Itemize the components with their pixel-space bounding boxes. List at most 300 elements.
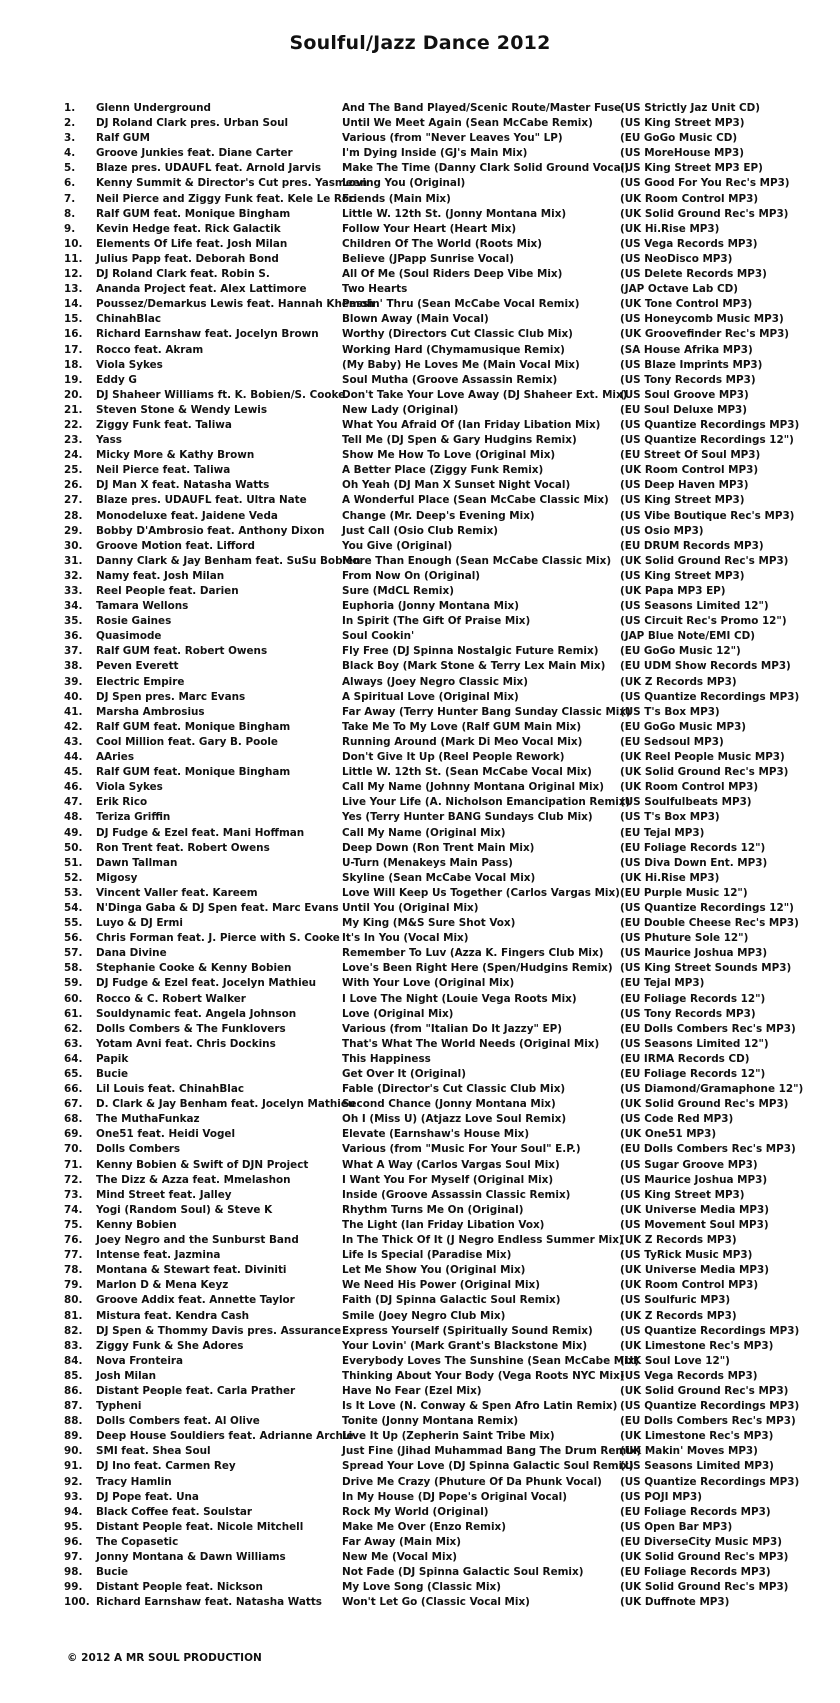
list-item <box>0 463 840 478</box>
artist-name: Reel People feat. Darien <box>96 585 239 597</box>
list-item <box>0 690 840 705</box>
track-title: A Spiritual Love (Original Mix) <box>342 690 519 703</box>
track-title: Make The Time (Danny Clark Solid Ground Vocal) <box>342 162 629 175</box>
list-item <box>0 312 840 327</box>
track-title: Oh Yeah (DJ Man X Sunset Night Vocal) <box>342 479 571 492</box>
list-item <box>0 1505 840 1520</box>
list-item <box>0 176 840 191</box>
track-title: Working Hard (Chymamusique Remix) <box>342 343 565 356</box>
entry-number: 45. <box>64 766 83 779</box>
entry-number: 84. <box>64 1354 83 1367</box>
track-title: Oh I (Miss U) (Atjazz Love Soul Remix) <box>342 1113 567 1126</box>
artist-name: Richard Earnshaw feat. Jocelyn Brown <box>96 328 319 341</box>
track-title: Get Over It (Original) <box>342 1068 466 1080</box>
track-title: Worthy (Directors Cut Classic Club Mix) <box>342 328 573 341</box>
list-item <box>0 1173 840 1188</box>
list-item <box>0 856 840 871</box>
entry-number: 27. <box>64 494 83 507</box>
release-label: (US Seasons Limited 12") <box>620 600 769 613</box>
release-label: (US Seasons Limited 12") <box>620 1037 769 1050</box>
list-item <box>0 509 840 524</box>
artist-name: Ralf GUM feat. Monique Bingham <box>96 207 291 220</box>
release-label: (US POJI MP3) <box>620 1490 703 1503</box>
track-title: In My House (DJ Pope's Original Vocal) <box>342 1490 567 1503</box>
release-label: (US Open Bar MP3) <box>620 1520 733 1533</box>
list-item <box>0 569 840 584</box>
release-label: (US NeoDisco MP3) <box>620 252 733 265</box>
artist-name: Tracy Hamlin <box>96 1475 172 1488</box>
entry-number: 57. <box>64 947 83 960</box>
list-item <box>0 675 840 690</box>
artist-name: Blaze pres. UDAUFL feat. Arnold Jarvis <box>96 162 322 175</box>
artist-name: Marsha Ambrosius <box>96 705 205 718</box>
track-title: Faith (DJ Spinna Galactic Soul Remix) <box>342 1294 561 1307</box>
artist-name: Ziggy Funk feat. Taliwa <box>96 418 232 431</box>
artist-name: Neil Pierce and Ziggy Funk feat. Kele Le Roc <box>96 192 356 205</box>
release-label: (EU Sedsoul MP3) <box>620 735 724 748</box>
entry-number: 86. <box>64 1384 83 1397</box>
entry-number: 46. <box>64 781 83 794</box>
release-label: (US Tony Records MP3) <box>620 373 756 386</box>
list-item <box>0 931 840 946</box>
track-title: (My Baby) He Loves Me (Main Vocal Mix) <box>342 358 580 371</box>
release-label: (US Diamond/Gramaphone 12") <box>620 1083 804 1096</box>
artist-name: Rosie Gaines <box>96 615 172 628</box>
track-title: It's In You (Vocal Mix) <box>342 932 469 945</box>
entry-number: 63. <box>64 1037 83 1050</box>
release-label: (UK Hi.Rise MP3) <box>620 871 720 884</box>
list-item <box>0 403 840 418</box>
entry-number: 17. <box>64 343 83 356</box>
list-item <box>0 1263 840 1278</box>
track-title: Spread Your Love (DJ Spinna Galactic Soul Remix) <box>342 1460 634 1473</box>
entry-number: 32. <box>64 569 83 582</box>
artist-name: Erik Rico <box>96 796 148 809</box>
track-title: Change (Mr. Deep's Evening Mix) <box>342 509 535 522</box>
artist-name: Julius Papp feat. Deborah Bond <box>96 252 279 265</box>
release-label: (UK Groovefinder Rec's MP3) <box>620 328 790 341</box>
list-item <box>0 1007 840 1022</box>
list-item <box>0 659 840 674</box>
release-label: (EU Tejal MP3) <box>620 826 705 839</box>
list-item <box>0 1595 840 1610</box>
entry-number: 59. <box>64 977 83 990</box>
track-title: And The Band Played/Scenic Route/Master Fuse <box>342 102 622 114</box>
artist-name: Eddy G <box>96 373 137 386</box>
entry-number: 7. <box>64 192 76 205</box>
page-title: Soulful/Jazz Dance 2012 <box>289 32 551 54</box>
artist-name: Yogi (Random Soul) & Steve K <box>96 1203 273 1216</box>
release-label: (EU DiverseCity Music MP3) <box>620 1535 783 1548</box>
list-item <box>0 1580 840 1595</box>
list-item <box>0 131 840 146</box>
list-item <box>0 116 840 131</box>
artist-name: Ralf GUM feat. Monique Bingham <box>96 720 291 733</box>
track-title: Black Boy (Mark Stone & Terry Lex Main Mix) <box>342 660 606 673</box>
release-label: (UK Soul Love 12") <box>620 1354 730 1367</box>
list-item <box>0 1535 840 1550</box>
track-title: Live It Up (Zepherin Saint Tribe Mix) <box>342 1430 555 1443</box>
track-title: Rock My World (Original) <box>342 1505 489 1518</box>
track-title: Loving You (Original) <box>342 177 466 190</box>
list-item <box>0 735 840 750</box>
entry-number: 74. <box>64 1203 83 1216</box>
entry-number: 38. <box>64 660 83 673</box>
track-title: Follow Your Heart (Heart Mix) <box>342 222 517 235</box>
release-label: (US Quantize Recordings MP3) <box>620 1324 800 1337</box>
artist-name: Quasimode <box>96 630 162 643</box>
list-item <box>0 1369 840 1384</box>
track-title: Call My Name (Johnny Montana Original Mix) <box>342 781 604 794</box>
list-item <box>0 358 840 373</box>
list-item <box>0 1233 840 1248</box>
track-title: Always (Joey Negro Classic Mix) <box>342 675 528 688</box>
list-item <box>0 795 840 810</box>
track-title: The Light (Ian Friday Libation Vox) <box>342 1218 545 1231</box>
release-label: (US Osio MP3) <box>620 524 704 537</box>
release-label: (UK Papa MP3 EP) <box>620 585 726 597</box>
entry-number: 87. <box>64 1400 83 1413</box>
list-item <box>0 1278 840 1293</box>
release-label: (UK Room Control MP3) <box>620 781 759 794</box>
release-label: (UK Tone Control MP3) <box>620 298 753 311</box>
artist-name: Ralf GUM feat. Monique Bingham <box>96 766 291 779</box>
entry-number: 19. <box>64 373 83 386</box>
list-item <box>0 1550 840 1565</box>
artist-name: Monodeluxe feat. Jaidene Veda <box>96 509 278 522</box>
artist-name: ChinahBlac <box>96 313 162 326</box>
track-title: Believe (JPapp Sunrise Vocal) <box>342 252 514 265</box>
list-item <box>0 1565 840 1580</box>
list-item <box>0 1399 840 1414</box>
entry-number: 61. <box>64 1007 83 1020</box>
track-title: Passin' Thru (Sean McCabe Vocal Remix) <box>342 298 580 311</box>
list-item <box>0 1127 840 1142</box>
release-label: (US Quantize Recordings MP3) <box>620 1400 800 1413</box>
artist-name: Groove Junkies feat. Diane Carter <box>96 147 293 160</box>
entry-number: 73. <box>64 1188 83 1201</box>
release-label: (UK Solid Ground Rec's MP3) <box>620 1098 789 1111</box>
release-label: (JAP Octave Lab CD) <box>620 283 738 296</box>
release-label: (UK Universe Media MP3) <box>620 1264 769 1277</box>
list-item <box>0 599 840 614</box>
artist-name: Jonny Montana & Dawn Williams <box>96 1551 286 1563</box>
list-item <box>0 1429 840 1444</box>
list-item <box>0 1188 840 1203</box>
release-label: (UK Limestone Rec's MP3) <box>620 1430 774 1443</box>
release-label: (EU Foliage Records MP3) <box>620 1505 771 1518</box>
entry-number: 99. <box>64 1581 83 1594</box>
track-title: Your Lovin' (Mark Grant's Blackstone Mix) <box>342 1339 588 1352</box>
copyright-footer: © 2012 A MR SOUL PRODUCTION <box>67 1652 262 1664</box>
artist-name: The Dizz & Azza feat. Mmelashon <box>96 1173 291 1186</box>
entry-number: 34. <box>64 600 83 613</box>
list-item <box>0 810 840 825</box>
artist-name: AAries <box>96 751 135 764</box>
release-label: (US Sugar Groove MP3) <box>620 1158 758 1171</box>
entry-number: 29. <box>64 524 83 537</box>
track-title: New Lady (Original) <box>342 403 459 416</box>
entry-number: 95. <box>64 1520 83 1533</box>
entry-number: 97. <box>64 1551 83 1563</box>
list-item <box>0 614 840 629</box>
track-title: Soul Mutha (Groove Assassin Remix) <box>342 373 558 386</box>
track-title: I'm Dying Inside (GJ's Main Mix) <box>342 147 528 160</box>
entry-number: 66. <box>64 1083 83 1096</box>
entry-number: 25. <box>64 464 83 477</box>
release-label: (EU Dolls Combers Rec's MP3) <box>620 1143 796 1156</box>
entry-number: 77. <box>64 1249 83 1262</box>
release-label: (US Soul Groove MP3) <box>620 388 749 401</box>
entry-number: 6. <box>64 177 76 190</box>
track-title: This Happiness <box>342 1052 431 1065</box>
artist-name: Distant People feat. Nickson <box>96 1581 263 1594</box>
release-label: (US King Street MP3) <box>620 1188 745 1201</box>
track-title: What A Way (Carlos Vargas Soul Mix) <box>342 1158 560 1171</box>
entry-number: 42. <box>64 720 83 733</box>
release-label: (UK Z Records MP3) <box>620 675 737 688</box>
track-title: Blown Away (Main Vocal) <box>342 313 489 326</box>
entry-number: 60. <box>64 992 83 1005</box>
list-item <box>0 478 840 493</box>
artist-name: Vincent Valler feat. Kareem <box>96 886 258 899</box>
entry-number: 4. <box>64 147 76 160</box>
entry-number: 40. <box>64 690 83 703</box>
release-label: (US Movement Soul MP3) <box>620 1218 769 1231</box>
artist-name: Ananda Project feat. Alex Lattimore <box>96 283 307 296</box>
entry-number: 47. <box>64 796 83 809</box>
track-title: Tell Me (DJ Spen & Gary Hudgins Remix) <box>342 434 577 447</box>
track-title: What You Afraid Of (Ian Friday Libation Mix) <box>342 418 601 431</box>
release-label: (UK Solid Ground Rec's MP3) <box>620 554 789 567</box>
artist-name: Richard Earnshaw feat. Natasha Watts <box>96 1596 322 1609</box>
list-item <box>0 1520 840 1535</box>
track-title: Inside (Groove Assassin Classic Remix) <box>342 1188 571 1201</box>
list-item <box>0 780 840 795</box>
track-title: Just Fine (Jihad Muhammad Bang The Drum Remix) <box>342 1445 642 1458</box>
track-title: Express Yourself (Spiritually Sound Remix) <box>342 1324 593 1337</box>
track-title: We Need His Power (Original Mix) <box>342 1279 541 1292</box>
release-label: (UK Room Control MP3) <box>620 192 759 205</box>
artist-name: Micky More & Kathy Brown <box>96 449 255 462</box>
artist-name: DJ Fudge & Ezel feat. Jocelyn Mathieu <box>96 977 317 990</box>
entry-number: 30. <box>64 539 83 552</box>
release-label: (US Code Red MP3) <box>620 1113 734 1126</box>
entry-number: 39. <box>64 675 83 688</box>
list-item <box>0 1354 840 1369</box>
list-item <box>0 1158 840 1173</box>
artist-name: Cool Million feat. Gary B. Poole <box>96 735 278 748</box>
chart-list <box>0 101 840 1610</box>
list-item <box>0 237 840 252</box>
artist-name: Teriza Griffin <box>96 811 171 824</box>
entry-number: 12. <box>64 268 83 281</box>
track-title: From Now On (Original) <box>342 569 481 582</box>
list-item <box>0 1444 840 1459</box>
entry-number: 14. <box>64 298 83 311</box>
entry-number: 44. <box>64 751 83 764</box>
track-title: Fly Free (DJ Spinna Nostalgic Future Remix) <box>342 645 599 658</box>
entry-number: 43. <box>64 735 83 748</box>
list-item <box>0 946 840 961</box>
list-item <box>0 1218 840 1233</box>
entry-number: 72. <box>64 1173 83 1186</box>
track-title: Little W. 12th St. (Sean McCabe Vocal Mix) <box>342 766 592 779</box>
artist-name: Joey Negro and the Sunburst Band <box>96 1234 299 1247</box>
list-item <box>0 1384 840 1399</box>
artist-name: DJ Man X feat. Natasha Watts <box>96 479 270 492</box>
artist-name: Bobby D'Ambrosio feat. Anthony Dixon <box>96 524 325 537</box>
artist-name: Typheni <box>96 1400 142 1413</box>
entry-number: 71. <box>64 1158 83 1171</box>
entry-number: 79. <box>64 1279 83 1292</box>
release-label: (US Quantize Recordings MP3) <box>620 418 800 431</box>
entry-number: 85. <box>64 1369 83 1382</box>
artist-name: Electric Empire <box>96 675 185 688</box>
artist-name: Dolls Combers <box>96 1143 181 1156</box>
entry-number: 3. <box>64 132 76 145</box>
release-label: (EU Soul Deluxe MP3) <box>620 403 748 416</box>
artist-name: Papik <box>96 1052 129 1065</box>
track-title: With Your Love (Original Mix) <box>342 977 515 990</box>
artist-name: Dana Divine <box>96 947 167 960</box>
artist-name: Nova Fronteira <box>96 1354 184 1367</box>
release-label: (US Deep Haven MP3) <box>620 479 749 492</box>
entry-number: 21. <box>64 403 83 416</box>
track-title: Two Hearts <box>342 283 408 296</box>
track-title: Don't Take Your Love Away (DJ Shaheer Ext. Mix) <box>342 388 628 401</box>
list-item <box>0 1022 840 1037</box>
artist-name: DJ Roland Clark pres. Urban Soul <box>96 117 289 130</box>
artist-name: DJ Shaheer Williams ft. K. Bobien/S. Cooke <box>96 388 346 401</box>
release-label: (US T's Box MP3) <box>620 705 720 718</box>
release-label: (US TyRick Music MP3) <box>620 1249 753 1262</box>
artist-name: Viola Sykes <box>96 358 163 371</box>
entry-number: 13. <box>64 283 83 296</box>
track-title: Drive Me Crazy (Phuture Of Da Phunk Vocal) <box>342 1475 602 1488</box>
entry-number: 58. <box>64 962 83 975</box>
track-title: In Spirit (The Gift Of Praise Mix) <box>342 615 531 628</box>
artist-name: Kenny Bobien <box>96 1218 177 1231</box>
entry-number: 41. <box>64 705 83 718</box>
list-item <box>0 886 840 901</box>
list-item <box>0 448 840 463</box>
release-label: (US Circuit Rec's Promo 12") <box>620 615 787 628</box>
release-label: (US Seasons Limited MP3) <box>620 1460 774 1473</box>
artist-name: The Copasetic <box>96 1535 179 1548</box>
release-label: (EU Double Cheese Rec's MP3) <box>620 917 799 930</box>
list-item <box>0 297 840 312</box>
entry-number: 10. <box>64 237 83 250</box>
track-title: Sure (MdCL Remix) <box>342 585 454 597</box>
artist-name: Kenny Bobien & Swift of DJN Project <box>96 1158 309 1171</box>
entry-number: 24. <box>64 449 83 462</box>
artist-name: Ralf GUM <box>96 132 151 145</box>
entry-number: 64. <box>64 1052 83 1065</box>
track-title: Not Fade (DJ Spinna Galactic Soul Remix) <box>342 1566 584 1579</box>
track-title: Have No Fear (Ezel Mix) <box>342 1384 482 1397</box>
entry-number: 70. <box>64 1143 83 1156</box>
artist-name: Intense feat. Jazmina <box>96 1249 221 1262</box>
list-item <box>0 192 840 207</box>
track-title: Let Me Show You (Original Mix) <box>342 1264 526 1277</box>
release-label: (EU Dolls Combers Rec's MP3) <box>620 1415 796 1428</box>
release-label: (UK Solid Ground Rec's MP3) <box>620 766 789 779</box>
entry-number: 100. <box>64 1596 90 1609</box>
release-label: (EU GoGo Music CD) <box>620 132 738 145</box>
list-item <box>0 871 840 886</box>
track-title: Running Around (Mark Di Meo Vocal Mix) <box>342 735 583 748</box>
list-item <box>0 554 840 569</box>
list-item <box>0 584 840 599</box>
list-item <box>0 327 840 342</box>
artist-name: N'Dinga Gaba & DJ Spen feat. Marc Evans <box>96 901 339 914</box>
track-title: You Give (Original) <box>342 539 453 552</box>
list-item <box>0 146 840 161</box>
list-item <box>0 433 840 448</box>
entry-number: 89. <box>64 1430 83 1443</box>
track-title: Tonite (Jonny Montana Remix) <box>342 1415 519 1428</box>
track-title: My Love Song (Classic Mix) <box>342 1581 502 1594</box>
artist-name: DJ Fudge & Ezel feat. Mani Hoffman <box>96 826 305 839</box>
list-item <box>0 267 840 282</box>
artist-name: Groove Motion feat. Lifford <box>96 539 255 552</box>
release-label: (US King Street Sounds MP3) <box>620 962 792 975</box>
release-label: (UK Solid Ground Rec's MP3) <box>620 1384 789 1397</box>
entry-number: 65. <box>64 1068 83 1080</box>
track-title: Until You (Original Mix) <box>342 901 479 914</box>
track-title: Love (Original Mix) <box>342 1007 454 1020</box>
entry-number: 96. <box>64 1535 83 1548</box>
release-label: (US Quantize Recordings MP3) <box>620 1475 800 1488</box>
artist-name: Yass <box>96 434 122 447</box>
artist-name: Mistura feat. Kendra Cash <box>96 1309 250 1322</box>
entry-number: 33. <box>64 585 83 597</box>
release-label: (EU GoGo Music 12") <box>620 645 741 658</box>
track-title: Friends (Main Mix) <box>342 192 451 205</box>
entry-number: 26. <box>64 479 83 492</box>
release-label: (US Honeycomb Music MP3) <box>620 313 784 326</box>
track-title: Remember To Luv (Azza K. Fingers Club Mix) <box>342 947 604 960</box>
track-title: Love's Been Right Here (Spen/Hudgins Remix) <box>342 962 613 975</box>
list-item <box>0 961 840 976</box>
release-label: (US Good For You Rec's MP3) <box>620 177 790 190</box>
list-item <box>0 750 840 765</box>
list-item <box>0 826 840 841</box>
track-title: A Better Place (Ziggy Funk Remix) <box>342 464 544 477</box>
release-label: (EU Tejal MP3) <box>620 977 705 990</box>
release-label: (US Soulfulbeats MP3) <box>620 796 752 809</box>
list-item <box>0 629 840 644</box>
artist-name: Bucie <box>96 1068 129 1080</box>
entry-number: 62. <box>64 1022 83 1035</box>
artist-name: DJ Roland Clark feat. Robin S. <box>96 268 270 281</box>
artist-name: DJ Pope feat. Una <box>96 1490 199 1503</box>
release-label: (EU Dolls Combers Rec's MP3) <box>620 1022 796 1035</box>
entry-number: 20. <box>64 388 83 401</box>
artist-name: Mind Street feat. Jalley <box>96 1188 232 1201</box>
artist-name: Deep House Souldiers feat. Adrianne Archie <box>96 1430 354 1443</box>
track-title: Love Will Keep Us Together (Carlos Vargas Mix) <box>342 886 620 899</box>
list-item <box>0 1475 840 1490</box>
list-item <box>0 720 840 735</box>
track-title: I Love The Night (Louie Vega Roots Mix) <box>342 992 577 1005</box>
list-item <box>0 161 840 176</box>
track-title: Second Chance (Jonny Montana Mix) <box>342 1098 556 1111</box>
list-item <box>0 1490 840 1505</box>
entry-number: 78. <box>64 1264 83 1277</box>
track-title: Smile (Joey Negro Club Mix) <box>342 1309 506 1322</box>
